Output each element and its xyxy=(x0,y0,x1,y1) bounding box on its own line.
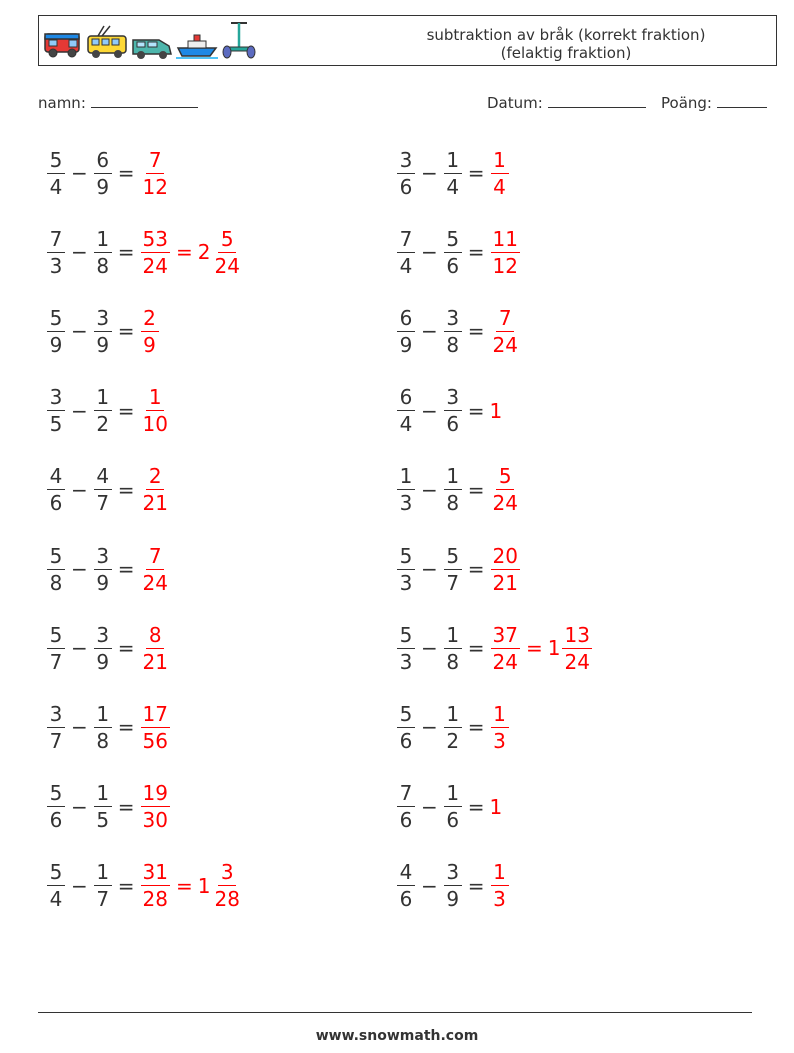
minuend-fraction xyxy=(47,305,65,357)
subtrahend-fraction xyxy=(94,543,112,595)
minus-sign: − xyxy=(71,161,88,185)
numerator: 1 xyxy=(94,704,112,728)
denominator: 6 xyxy=(446,412,460,437)
equals-sign: = xyxy=(117,873,135,898)
denominator: 3 xyxy=(399,491,413,516)
answer xyxy=(140,701,171,753)
minuend-fraction xyxy=(47,147,65,199)
minus-sign: − xyxy=(71,398,88,423)
answer-fraction xyxy=(491,622,520,674)
subtrahend-fraction xyxy=(444,464,462,516)
answer-fraction xyxy=(141,543,170,595)
numerator: 5 xyxy=(397,704,415,728)
denominator: 8 xyxy=(446,649,460,674)
denominator: 28 xyxy=(142,887,168,912)
subtrahend-fraction xyxy=(444,385,462,437)
numerator: 13 xyxy=(564,622,590,647)
score-label: Poäng: xyxy=(661,94,712,112)
scooter-icon xyxy=(221,20,257,60)
numerator: 7 xyxy=(47,229,65,253)
answer xyxy=(490,464,521,516)
name-label: namn: xyxy=(38,94,86,112)
problem-item xyxy=(396,856,510,916)
answer xyxy=(140,622,171,674)
numerator: 4 xyxy=(397,862,415,886)
answer xyxy=(490,860,510,912)
minuend-fraction xyxy=(47,781,65,833)
answer xyxy=(140,781,171,833)
denominator: 8 xyxy=(96,728,110,753)
answer-fraction xyxy=(491,701,509,753)
trolleybus-icon xyxy=(86,24,128,60)
numerator: 1 xyxy=(94,387,112,411)
numerator: 6 xyxy=(94,150,112,174)
subtrahend-fraction xyxy=(444,622,462,674)
minus-sign: − xyxy=(71,794,88,819)
problem-item xyxy=(396,222,521,282)
denominator: 7 xyxy=(96,887,110,912)
equals-sign: = xyxy=(467,873,485,898)
denominator: 2 xyxy=(96,412,110,437)
minus-sign: − xyxy=(71,477,88,502)
minus-sign: − xyxy=(71,240,88,265)
numerator: 5 xyxy=(444,229,462,253)
denominator: 3 xyxy=(399,649,413,674)
numerator: 1 xyxy=(146,387,164,411)
footer-divider xyxy=(38,1012,752,1013)
problem-item xyxy=(396,381,502,441)
numerator: 1 xyxy=(94,229,112,253)
problem-item xyxy=(46,777,171,837)
title-line-1: subtraktion av bråk (korrekt fraktion) xyxy=(426,26,706,44)
date-field xyxy=(487,94,646,112)
numerator: 7 xyxy=(397,229,415,253)
name-field xyxy=(38,94,198,112)
numerator: 31 xyxy=(142,860,168,885)
numerator: 7 xyxy=(146,150,164,174)
numerator: 2 xyxy=(141,308,159,332)
denominator: 24 xyxy=(142,253,168,278)
numerator: 3 xyxy=(94,546,112,570)
numerator: 5 xyxy=(47,150,65,174)
equals-sign: = xyxy=(467,161,485,185)
subtrahend-fraction xyxy=(444,147,462,199)
denominator: 3 xyxy=(493,887,506,912)
numerator: 1 xyxy=(444,783,462,807)
denominator: 8 xyxy=(446,332,460,357)
equals-sign: = xyxy=(467,636,485,661)
van-icon xyxy=(131,30,173,60)
answer-whole: 1 xyxy=(489,398,503,423)
denominator: 12 xyxy=(492,253,518,278)
numerator: 17 xyxy=(142,701,168,726)
name-blank xyxy=(91,95,198,108)
numerator: 53 xyxy=(142,226,168,251)
problem-item xyxy=(46,143,171,203)
subtrahend-fraction xyxy=(94,781,112,833)
numerator: 5 xyxy=(496,466,514,490)
denominator: 6 xyxy=(446,253,460,278)
problem-item xyxy=(46,697,171,757)
ship-icon xyxy=(176,32,218,60)
minuend-fraction xyxy=(397,543,415,595)
numerator: 11 xyxy=(492,226,518,251)
problem-item xyxy=(396,539,521,599)
equals-sign: = xyxy=(467,557,485,581)
answer-fraction xyxy=(141,147,170,199)
denominator: 24 xyxy=(564,649,590,674)
denominator: 21 xyxy=(492,570,518,595)
minuend-fraction xyxy=(397,385,415,437)
equals-sign: = xyxy=(525,636,543,661)
mixed-whole: 1 xyxy=(547,636,561,661)
denominator: 56 xyxy=(142,728,168,753)
denominator: 3 xyxy=(399,570,413,595)
numerator: 1 xyxy=(94,783,112,807)
denominator: 8 xyxy=(446,491,460,516)
subtrahend-fraction xyxy=(94,385,112,437)
denominator: 4 xyxy=(493,174,506,199)
equals-sign: = xyxy=(467,319,485,344)
denominator: 21 xyxy=(142,649,168,674)
equals-sign: = xyxy=(117,477,135,502)
equals-sign: = xyxy=(467,398,485,423)
minuend-fraction xyxy=(397,305,415,357)
denominator: 24 xyxy=(142,570,168,595)
answer-fraction xyxy=(141,305,159,357)
minus-sign: − xyxy=(71,319,88,344)
numerator: 3 xyxy=(47,387,65,411)
denominator: 9 xyxy=(96,649,110,674)
equals-sign: = xyxy=(117,636,135,661)
denominator: 6 xyxy=(49,808,63,833)
mixed-fraction xyxy=(212,226,241,278)
numerator: 7 xyxy=(146,546,164,570)
numerator: 3 xyxy=(94,625,112,649)
numerator: 3 xyxy=(444,387,462,411)
equals-sign: = xyxy=(467,715,485,740)
minuend-fraction xyxy=(47,622,65,674)
problem-item xyxy=(396,618,593,678)
minus-sign: − xyxy=(421,873,438,898)
minuend-fraction xyxy=(397,226,415,278)
denominator: 9 xyxy=(399,332,413,357)
subtrahend-fraction xyxy=(94,860,112,912)
denominator: 5 xyxy=(49,412,63,437)
numerator: 3 xyxy=(444,308,462,332)
denominator: 30 xyxy=(142,808,168,833)
numerator: 4 xyxy=(47,466,65,490)
equals-sign: = xyxy=(117,398,135,423)
denominator: 6 xyxy=(399,808,413,833)
mixed-whole: 2 xyxy=(197,240,211,265)
minuend-fraction xyxy=(47,464,65,516)
answer-fraction xyxy=(141,860,170,912)
minuend-fraction xyxy=(47,701,65,753)
denominator: 7 xyxy=(49,728,63,753)
minuend-fraction xyxy=(47,860,65,912)
subtrahend-fraction xyxy=(444,305,462,357)
subtrahend-fraction xyxy=(94,147,112,199)
answer-fraction xyxy=(491,543,520,595)
numerator: 5 xyxy=(47,546,65,570)
answer xyxy=(490,701,510,753)
answer-fraction xyxy=(491,147,509,199)
minuend-fraction xyxy=(47,226,65,278)
equals-sign: = xyxy=(117,240,135,265)
numerator: 20 xyxy=(492,543,518,568)
answer xyxy=(140,147,171,199)
numerator: 5 xyxy=(397,546,415,570)
worksheet-header xyxy=(38,15,777,66)
denominator: 6 xyxy=(399,728,413,753)
numerator: 3 xyxy=(444,862,462,886)
answer xyxy=(490,147,510,199)
minuend-fraction xyxy=(397,701,415,753)
numerator: 37 xyxy=(492,622,518,647)
numerator: 4 xyxy=(94,466,112,490)
subtrahend-fraction xyxy=(94,305,112,357)
minuend-fraction xyxy=(397,464,415,516)
numerator: 1 xyxy=(491,704,509,728)
equals-sign: = xyxy=(467,477,485,502)
problem-item xyxy=(46,618,171,678)
denominator: 2 xyxy=(446,728,460,753)
numerator: 3 xyxy=(218,862,236,886)
denominator: 6 xyxy=(446,808,460,833)
denominator: 4 xyxy=(399,253,413,278)
numerator: 6 xyxy=(397,387,415,411)
numerator: 5 xyxy=(218,229,236,253)
denominator: 9 xyxy=(96,174,110,199)
numerator: 3 xyxy=(397,150,415,174)
answer-whole: 1 xyxy=(489,794,503,819)
problem-item xyxy=(46,301,160,361)
answer-fraction xyxy=(491,464,520,516)
answer-fraction xyxy=(141,622,170,674)
answer xyxy=(140,385,171,437)
numerator: 1 xyxy=(444,625,462,649)
numerator: 2 xyxy=(146,466,164,490)
denominator: 24 xyxy=(492,491,518,516)
problem-item xyxy=(396,777,502,837)
numerator: 5 xyxy=(47,862,65,886)
denominator: 28 xyxy=(214,887,240,912)
minus-sign: − xyxy=(421,398,438,423)
answer-fraction xyxy=(141,701,170,753)
problem-item xyxy=(396,697,510,757)
equals-sign: = xyxy=(175,240,193,265)
problem-item xyxy=(46,381,171,441)
denominator: 6 xyxy=(399,887,413,912)
problem-item xyxy=(396,301,521,361)
numerator: 1 xyxy=(491,862,509,886)
minus-sign: − xyxy=(421,794,438,819)
equals-sign: = xyxy=(117,161,135,185)
minus-sign: − xyxy=(421,161,438,185)
answer xyxy=(490,795,503,819)
answer-fraction xyxy=(141,385,170,437)
minus-sign: − xyxy=(71,557,88,581)
numerator: 5 xyxy=(47,308,65,332)
answer xyxy=(490,543,521,595)
minuend-fraction xyxy=(47,385,65,437)
denominator: 9 xyxy=(96,332,110,357)
minus-sign: − xyxy=(71,715,88,740)
denominator: 6 xyxy=(49,491,63,516)
equals-sign: = xyxy=(117,557,135,581)
denominator: 7 xyxy=(96,491,110,516)
mixed-whole: 1 xyxy=(197,873,211,898)
denominator: 10 xyxy=(142,412,168,437)
problem-item xyxy=(396,460,521,520)
worksheet-title xyxy=(396,26,736,62)
subtrahend-fraction xyxy=(94,464,112,516)
date-label: Datum: xyxy=(487,94,543,112)
equals-sign: = xyxy=(117,319,135,344)
subtrahend-fraction xyxy=(94,226,112,278)
numerator: 1 xyxy=(444,466,462,490)
minus-sign: − xyxy=(421,319,438,344)
numerator: 3 xyxy=(94,308,112,332)
minus-sign: − xyxy=(421,557,438,581)
denominator: 4 xyxy=(49,887,63,912)
problem-item xyxy=(396,143,510,203)
answer xyxy=(140,543,171,595)
numerator: 5 xyxy=(47,625,65,649)
denominator: 24 xyxy=(492,649,518,674)
header-icons xyxy=(43,22,257,60)
minuend-fraction xyxy=(397,622,415,674)
denominator: 9 xyxy=(446,887,460,912)
minus-sign: − xyxy=(421,636,438,661)
numerator: 1 xyxy=(491,150,509,174)
numerator: 19 xyxy=(142,781,168,806)
minus-sign: − xyxy=(421,477,438,502)
subtrahend-fraction xyxy=(444,860,462,912)
subtrahend-fraction xyxy=(94,622,112,674)
numerator: 7 xyxy=(496,308,514,332)
answer xyxy=(490,305,521,357)
minus-sign: − xyxy=(421,240,438,265)
denominator: 9 xyxy=(49,332,63,357)
equals-sign: = xyxy=(467,240,485,265)
denominator: 4 xyxy=(49,174,63,199)
answer xyxy=(140,305,160,357)
equals-sign: = xyxy=(117,715,135,740)
equals-sign: = xyxy=(117,794,135,819)
subtrahend-fraction xyxy=(444,781,462,833)
answer-fraction xyxy=(141,781,170,833)
denominator: 3 xyxy=(493,728,506,753)
problem-item xyxy=(46,856,243,916)
denominator: 7 xyxy=(49,649,63,674)
equals-sign: = xyxy=(175,873,193,898)
denominator: 24 xyxy=(492,332,518,357)
answer-fraction xyxy=(141,226,170,278)
denominator: 8 xyxy=(96,253,110,278)
denominator: 24 xyxy=(214,253,240,278)
problem-item xyxy=(46,539,171,599)
answer xyxy=(140,464,171,516)
denominator: 9 xyxy=(143,332,156,357)
numerator: 1 xyxy=(94,862,112,886)
denominator: 9 xyxy=(96,570,110,595)
footer-url: www.snowmath.com xyxy=(315,1028,479,1044)
problem-item xyxy=(46,222,243,282)
answer xyxy=(490,622,593,674)
minuend-fraction xyxy=(397,860,415,912)
mixed-fraction xyxy=(212,860,241,912)
denominator: 6 xyxy=(399,174,413,199)
minus-sign: − xyxy=(71,873,88,898)
numerator: 1 xyxy=(397,466,415,490)
numerator: 1 xyxy=(444,704,462,728)
numerator: 1 xyxy=(444,150,462,174)
numerator: 6 xyxy=(397,308,415,332)
subtrahend-fraction xyxy=(94,701,112,753)
subtrahend-fraction xyxy=(444,543,462,595)
denominator: 3 xyxy=(49,253,63,278)
denominator: 4 xyxy=(446,174,460,199)
numerator: 7 xyxy=(397,783,415,807)
minuend-fraction xyxy=(397,147,415,199)
answer xyxy=(140,860,243,912)
score-field xyxy=(661,94,767,112)
denominator: 8 xyxy=(49,570,63,595)
date-blank xyxy=(548,95,646,108)
answer-fraction xyxy=(491,860,509,912)
answer xyxy=(140,226,243,278)
denominator: 5 xyxy=(96,808,110,833)
equals-sign: = xyxy=(467,794,485,819)
denominator: 4 xyxy=(399,412,413,437)
denominator: 12 xyxy=(142,174,168,199)
camper-van-icon xyxy=(43,26,83,60)
problem-item xyxy=(46,460,171,520)
subtrahend-fraction xyxy=(444,701,462,753)
minuend-fraction xyxy=(397,781,415,833)
denominator: 7 xyxy=(446,570,460,595)
numerator: 3 xyxy=(47,704,65,728)
answer xyxy=(490,399,503,423)
minus-sign: − xyxy=(71,636,88,661)
minuend-fraction xyxy=(47,543,65,595)
answer-fraction xyxy=(491,305,520,357)
numerator: 5 xyxy=(444,546,462,570)
minus-sign: − xyxy=(421,715,438,740)
numerator: 5 xyxy=(397,625,415,649)
answer-fraction xyxy=(491,226,520,278)
answer xyxy=(490,226,521,278)
denominator: 21 xyxy=(142,491,168,516)
score-blank xyxy=(717,95,767,108)
numerator: 5 xyxy=(47,783,65,807)
subtrahend-fraction xyxy=(444,226,462,278)
answer-fraction xyxy=(141,464,170,516)
numerator: 8 xyxy=(146,625,164,649)
mixed-fraction xyxy=(562,622,591,674)
title-line-2: (felaktig fraktion) xyxy=(500,44,632,62)
